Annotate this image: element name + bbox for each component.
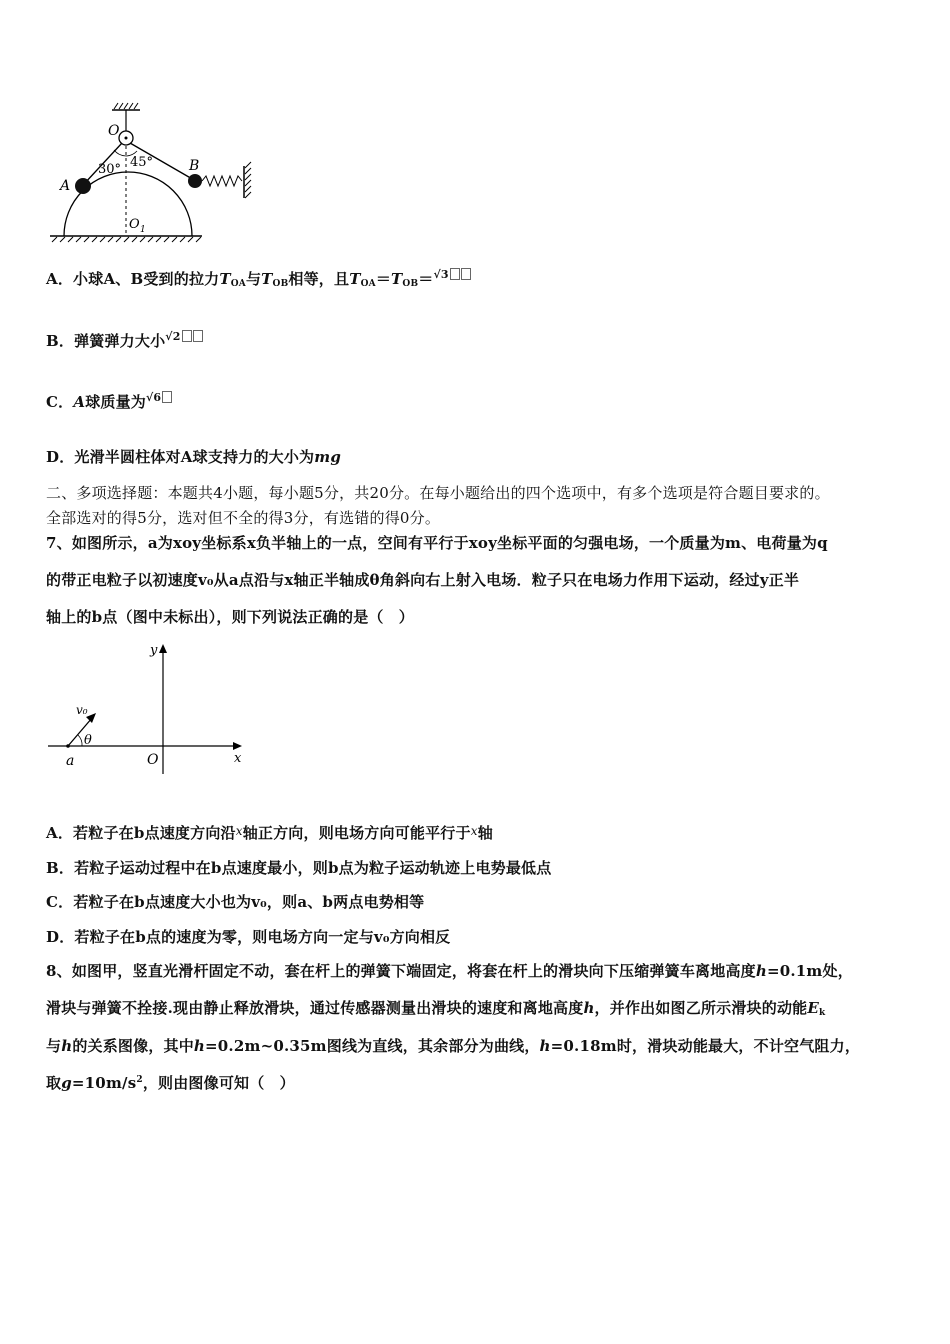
label-o1: O: [129, 217, 140, 232]
q8-stem-line3: 与h的关系图像，其中h=0.2m~0.35m图线为直线，其余部分为曲线，h=0.18m时，滑块动能最大，不计空气阻力，: [46, 1037, 861, 1055]
missing-glyph-icon: [450, 268, 460, 280]
section2-line2: 全部选对的得5分，选对但不全的得3分，有选错的得0分。: [46, 509, 441, 527]
origin-label: O: [147, 752, 159, 768]
theta-label: θ: [84, 733, 92, 748]
q6-option-a[interactable]: A．小球A、B受到的拉力$T_{OA}$与$T_{OB}$相等，且$T_{OA}=T_{OB}=^{√3}$: [46, 268, 471, 289]
q6-option-c[interactable]: C．A球质量为$^{√6}$: [46, 391, 172, 412]
q7-stem-line1: 7、如图所示，a为xoy坐标系x负半轴上的一点，空间有平行于xoy坐标平面的匀强电场，一个质量为m、电荷量为q: [46, 534, 828, 552]
angle-30-label: 30°: [98, 162, 122, 177]
q6-option-d[interactable]: D．光滑半圆柱体对A球支持力的大小为mg: [46, 448, 342, 466]
q8-stem-line1: 8、如图甲，竖直光滑杆固定不动，套在杆上的弹簧下端固定，将套在杆上的滑块向下压缩弹簧车离地高度h=0.1m处，: [46, 962, 853, 980]
point-a-label: a: [66, 753, 75, 769]
label-b: B: [189, 158, 200, 174]
missing-glyph-icon: [461, 268, 471, 280]
label-a: A: [60, 178, 71, 194]
figure-coordinate-axes: [44, 638, 254, 778]
q7-stem-line2: 的带正电粒子以初速度v₀从a点沿与x轴正半轴成θ角斜向右上射入电场．粒子只在电场力作用下运动，经过y正半: [46, 571, 800, 589]
ball-b: [188, 174, 202, 188]
q7-stem-line3: 轴上的b点（图中未标出），则下列说法正确的是（ ）: [46, 608, 414, 626]
angle-45-label: 45°: [130, 155, 154, 170]
sqrt6-formula: √6: [146, 391, 162, 404]
axis-y-label: y: [150, 643, 158, 658]
q7-option-b[interactable]: B．若粒子运动过程中在b点速度最小，则b点为粒子运动轨迹上电势最低点: [46, 859, 552, 877]
q7-option-a[interactable]: A．若粒子在b点速度方向沿$^x$轴正方向，则电场方向可能平行于$^x$轴: [46, 824, 493, 842]
sqrt3-formula: √3: [433, 268, 449, 281]
q8-stem-line4: 取$g=10m/s^2$，则由图像可知（ ）: [46, 1074, 295, 1092]
missing-glyph-icon: [182, 330, 192, 342]
label-o: O: [108, 123, 120, 139]
q6-option-b[interactable]: B．弹簧弹力大小$^{√2}$: [46, 330, 203, 351]
v0-label: v₀: [76, 703, 88, 717]
q7-option-c[interactable]: C．若粒子在b点速度大小也为v₀，则a、b两点电势相等: [46, 893, 425, 911]
q8-stem-line2: 滑块与弹簧不拴接.现由静止释放滑块，通过传感器测量出滑块的速度和离地高度h，并作出如图乙所示滑块的动能$E_k$: [46, 999, 826, 1018]
ball-a: [75, 178, 91, 194]
axis-x-label: x: [234, 751, 242, 766]
sqrt2-formula: √2: [165, 330, 181, 343]
figure-hemisphere-diagram: [44, 100, 264, 250]
label-o1-sub: 1: [140, 225, 146, 235]
missing-glyph-icon: [193, 330, 203, 342]
q7-option-d[interactable]: D．若粒子在b点的速度为零，则电场方向一定与v₀方向相反: [46, 928, 451, 946]
missing-glyph-icon: [162, 391, 172, 403]
section2-line1: 二、多项选择题：本题共4小题，每小题5分，共20分。在每小题给出的四个选项中，有多个选项是符合题目要求的。: [46, 484, 830, 502]
